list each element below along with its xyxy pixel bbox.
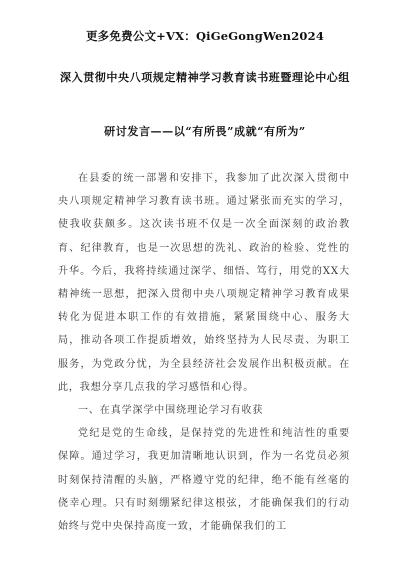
document-subtitle: 研讨发言——以“有所畏”成就“有所为” [104, 125, 306, 138]
document-body [58, 167, 350, 538]
body-paragraph-section-1: 党纪是党的生命线，是保持党的先进性和纯洁性的重要保障。通过学习，我更加清晰地认识到，作为一名党员必须时刻保持清醒的头脑，严格遵守党的纪律，绝不能有丝毫的侥幸心理。只有时刻绷紧纪律这根弦，才能确保我们的行动始终与党中央保持高度一致，才能确保我们的工 [58, 428, 350, 533]
body-paragraph-intro: 在县委的统一部署和安排下，我参加了此次深入贯彻中央八项规定精神学习教育读书班。通过紧张而充实的学习，使我收获颇多。这次读书班不仅是一次全面深刻的政治教育、纪律教育，也是一次思想的洗礼、政治的检验、党性的升华。今后，我将持续通过深学、细悟、笃行，用党的XX大精神统一思想，把深入贯彻中央八项规定精神学习教育成果转化为促进本职工作的有效措施，紧紧围绕中心、服务大局，推动各项工作提质增效，始终坚持为人民尽责、为职工服务，为党政分忧，为全县经济社会发展作出积极贡献。在此，我想分享几点我的学习感悟和心得。 [58, 173, 350, 393]
header-watermark-text: 更多免费公文+VX：QiGeGongWen2024 [85, 29, 325, 43]
section-heading-1: 一、在真学深学中围绕理论学习有收获 [78, 405, 264, 417]
document-title: 深入贯彻中央八项规定精神学习教育读书班暨理论中心组 [60, 71, 350, 84]
